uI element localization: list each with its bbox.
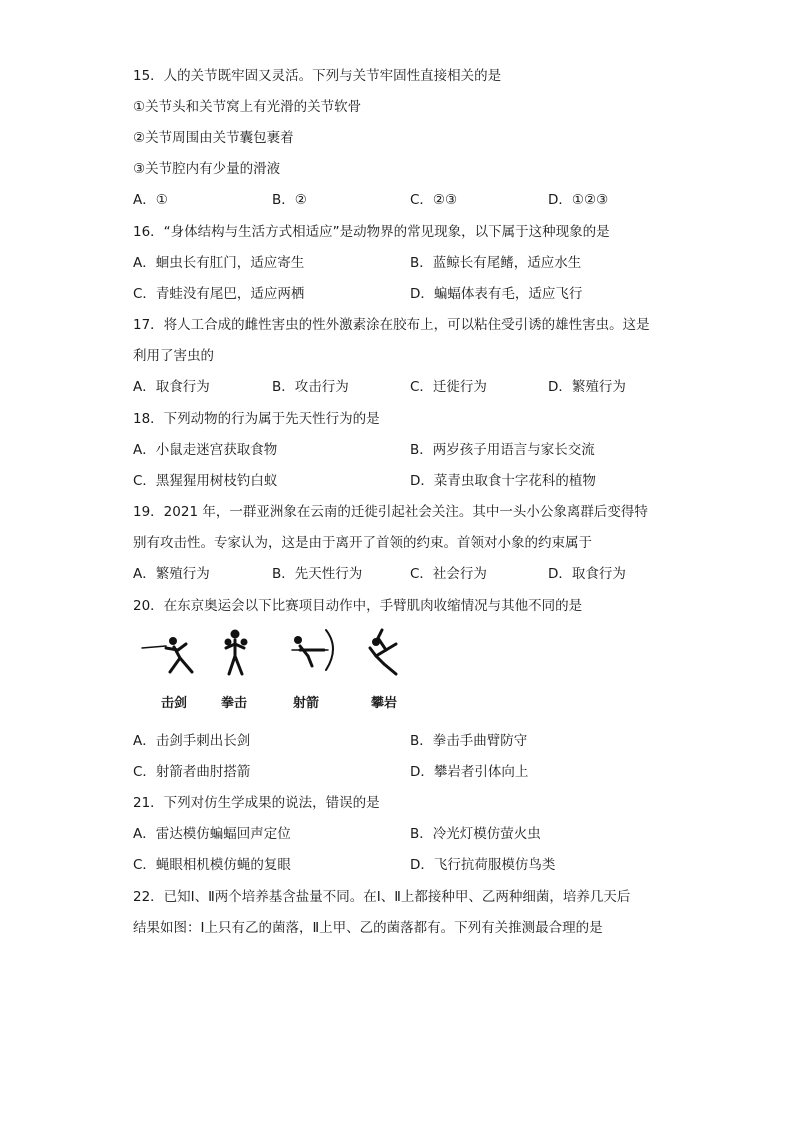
q18-option-b: B．两岁孩子用语言与家长交流 (410, 442, 595, 458)
q19-option-c: C．社会行为 (410, 566, 487, 582)
q15-option-a: A．① (133, 192, 168, 208)
q21-option-c: C．蝇眼相机模仿蝇的复眼 (133, 857, 291, 873)
archery-label: 射箭 (293, 696, 320, 711)
q17-option-b: B．攻击行为 (272, 379, 349, 395)
q19-option-a: A．繁殖行为 (133, 566, 210, 582)
q20-stem: 20．在东京奥运会以下比赛项目动作中，手臂肌肉收缩情况与其他不同的是 (133, 598, 583, 614)
q15-option-c: C．②③ (410, 192, 458, 208)
q16-option-c: C．青蛙没有尾巴，适应两栖 (133, 286, 305, 302)
q21-option-d: D．飞行抗荷服模仿鸟类 (410, 857, 556, 873)
q16-option-b: B．蓝鲸长有尾鳍，适应水生 (410, 255, 582, 271)
q19-stem-line2: 别有攻击性。专家认为，这是由于离开了首领的约束。首领对小象的约束属于 (133, 535, 592, 551)
q19-stem-line1: 19．2021 年，一群亚洲象在云南的迁徙引起社会关注。其中一头小公象离群后变得特 (133, 504, 648, 520)
climbing-pictogram-icon (370, 630, 396, 674)
q22-stem-line2: 结果如图：Ⅰ上只有乙的菌落，Ⅱ上甲、乙的菌落都有。下列有关推测最合理的是 (133, 920, 603, 936)
q16-option-d: D．蝙蝠体表有毛，适应飞行 (410, 286, 583, 302)
q20-option-a: A．击剑手刺出长剑 (133, 733, 251, 749)
q17-stem-line2: 利用了害虫的 (133, 348, 214, 364)
q19-option-b: B．先天性行为 (272, 566, 363, 582)
q16-option-a: A．蛔虫长有肛门，适应寄生 (133, 255, 305, 271)
climbing-label: 攀岩 (371, 696, 398, 711)
q21-option-a: A．雷达模仿蝙蝠回声定位 (133, 826, 291, 842)
boxing-label: 拳击 (221, 696, 248, 711)
fencing-label: 击剑 (161, 696, 188, 711)
q17-option-a: A．取食行为 (133, 379, 210, 395)
q16-stem: 16．“身体结构与生活方式相适应”是动物界的常见现象，以下属于这种现象的是 (133, 224, 610, 240)
q15-option-b: B．② (272, 192, 307, 208)
q20-option-d: D．攀岩者引体向上 (410, 764, 529, 780)
q15-item-3: ③关节腔内有少量的滑液 (133, 161, 281, 177)
q21-stem: 21．下列对仿生学成果的说法，错误的是 (133, 795, 380, 811)
q15-stem: 15．人的关节既牢固又灵活。下列与关节牢固性直接相关的是 (133, 68, 502, 84)
q19-option-d: D．取食行为 (548, 566, 626, 582)
q15-item-2: ②关节周围由关节囊包裹着 (133, 130, 294, 146)
fencing-pictogram-icon (142, 637, 192, 672)
q15-option-d: D．①②③ (548, 192, 609, 208)
q17-stem-line1: 17．将人工合成的雌性害虫的性外激素涂在胶布上，可以粘住受引诱的雄性害虫。这是 (133, 317, 650, 333)
q18-option-c: C．黑猩猩用树枝钓白蚁 (133, 473, 278, 489)
archery-pictogram-icon (292, 630, 333, 670)
q18-option-d: D．菜青虫取食十字花科的植物 (410, 473, 596, 489)
q17-option-d: D．繁殖行为 (548, 379, 626, 395)
q22-stem-line1: 22．已知Ⅰ、Ⅱ两个培养基含盐量不同。在Ⅰ、Ⅱ上都接种甲、乙两种细菌，培养几天后 (133, 889, 631, 905)
q18-stem: 18．下列动物的行为属于先天性行为的是 (133, 411, 380, 427)
q20-option-c: C．射箭者曲肘搭箭 (133, 764, 251, 780)
boxing-pictogram-icon (225, 630, 248, 675)
q18-option-a: A．小鼠走迷宫获取食物 (133, 442, 278, 458)
q21-option-b: B．冷光灯模仿萤火虫 (410, 826, 541, 842)
q17-option-c: C．迁徙行为 (410, 379, 487, 395)
q15-item-1: ①关节头和关节窝上有光滑的关节软骨 (133, 99, 362, 115)
q20-option-b: B．拳击手曲臂防守 (410, 733, 528, 749)
